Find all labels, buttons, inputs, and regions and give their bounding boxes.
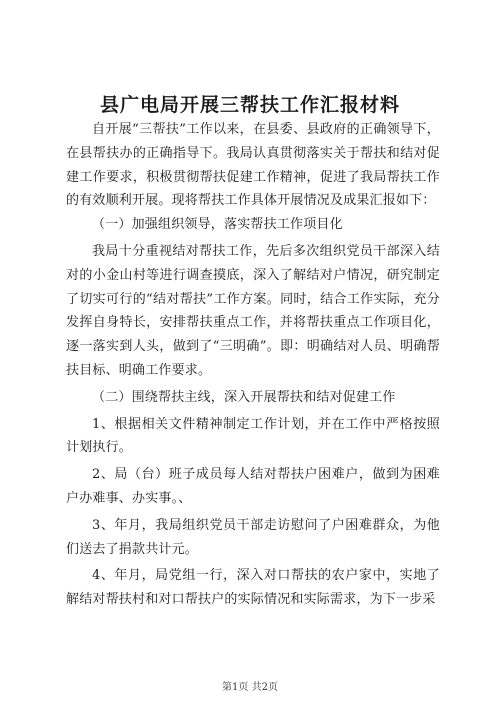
list-item-2: 2、局（台）班子成员每人结对帮扶户困难户，做到为困难户办难事、办实事。、 (66, 467, 440, 506)
list-item-3: 3、年月，我局组织党员干部走访慰问了户困难群众，为他们送去了捐款共计元。 (66, 517, 440, 557)
section-1-paragraph: 我局十分重视结对帮扶工作，先后多次组织党员干部深入结对的小金山村等进行调查摸底，深入了解结对户情况，研究制定了切实可行的“结对帮扶”工作方案。同时，结合工作实际，充分发挥自身特长，安排帮扶重点工作，并将帮扶重点工作项目化，逐一落实到人头，做到了“三明确”。即：明确结对人员、明确帮扶目标、明确工作要求。 (66, 243, 440, 378)
list-item-1: 1、根据相关文件精神制定工作计划，并在工作中严格按照计划执行。 (66, 416, 440, 456)
document-body (66, 118, 440, 612)
section-heading-2: （二）围绕帮扶主线，深入开展帮扶和结对促建工作 (92, 389, 396, 405)
document-title: 县广电局开展三帮扶工作汇报材料 (99, 94, 400, 116)
section-heading-1: （一）加强组织领导，落实帮扶工作项目化 (92, 217, 343, 233)
page-number: 第1页 共2页 (222, 682, 278, 693)
intro-paragraph: 自开展“三帮扶”工作以来，在县委、县政府的正确领导下，在县帮扶办的正确指导下。我局认真贯彻落实关于帮扶和结对促建工作要求，积极贯彻帮扶促建工作精神，促进了我局帮扶工作的有效顺利开展。现将帮扶工作具体开展情况及成果汇报如下： (66, 122, 440, 209)
list-item-4: 4、年月，局党组一行，深入对口帮扶的农户家中，实地了解结对帮扶村和对口帮扶户的实际情况和实际需求，为下一步采 (66, 568, 440, 608)
